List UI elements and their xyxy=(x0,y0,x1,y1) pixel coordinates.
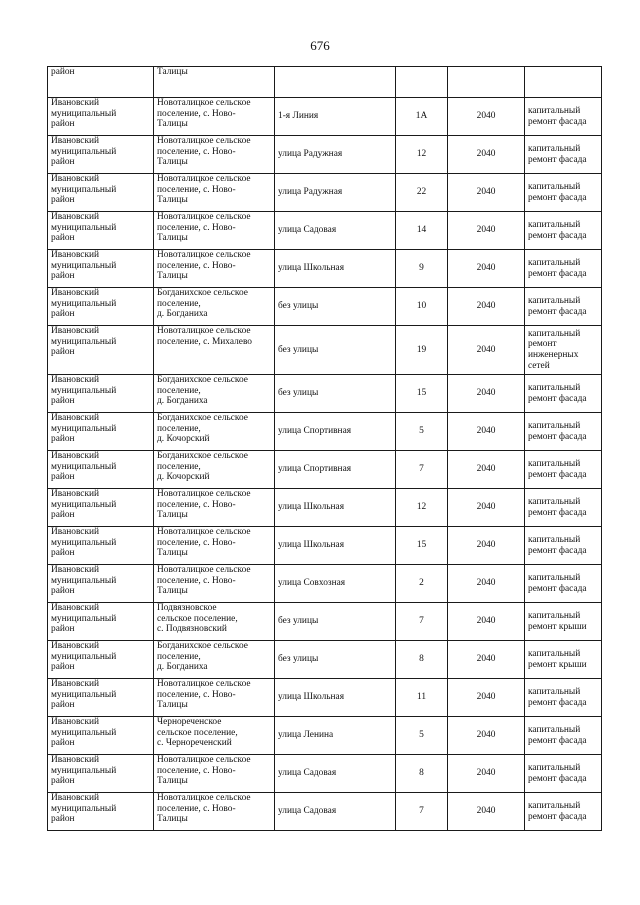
page-number: 676 xyxy=(310,38,330,53)
cell-settlement xyxy=(154,212,275,250)
cell-year xyxy=(448,793,525,831)
street-text: улица Садовая xyxy=(278,225,337,236)
cell-district xyxy=(48,98,154,136)
cell-work xyxy=(525,413,602,451)
cell-house xyxy=(396,326,448,375)
cell-year xyxy=(448,641,525,679)
house-text: 7 xyxy=(419,616,424,627)
settlement-text: Чернореченское сельское поселение, с. Чернореченский xyxy=(157,717,238,749)
cell-year xyxy=(448,326,525,375)
work-text: капитальный ремонт фасада xyxy=(528,257,587,279)
cell-work xyxy=(525,212,602,250)
cell-year xyxy=(448,250,525,288)
district-text: Ивановский муниципальный район xyxy=(51,641,117,673)
cell-district xyxy=(48,451,154,489)
year-text: 2040 xyxy=(476,301,496,312)
cell-street xyxy=(275,679,396,717)
year-text: 2040 xyxy=(476,263,496,274)
table-row-continuation xyxy=(48,67,602,98)
cell-work xyxy=(525,98,602,136)
table-row xyxy=(48,98,602,136)
work-text: капитальный ремонт фасада xyxy=(528,724,587,746)
cell-year xyxy=(448,603,525,641)
cell-settlement xyxy=(154,451,275,489)
cell-work xyxy=(525,679,602,717)
cell-house xyxy=(396,489,448,527)
cell-district xyxy=(48,755,154,793)
cell-house xyxy=(396,755,448,793)
cell-year xyxy=(448,451,525,489)
work-text: капитальный ремонт фасада xyxy=(528,686,587,708)
cell-work xyxy=(525,67,602,98)
house-text: 8 xyxy=(419,768,424,779)
cell-work xyxy=(525,793,602,831)
cell-work xyxy=(525,326,602,375)
cell-year xyxy=(448,565,525,603)
cell-work xyxy=(525,527,602,565)
cell-settlement xyxy=(154,793,275,831)
work-text: капитальный ремонт фасада xyxy=(528,762,587,784)
cell-street xyxy=(275,98,396,136)
table-row xyxy=(48,326,602,375)
district-text: Ивановский муниципальный район xyxy=(51,174,117,206)
cell-street xyxy=(275,136,396,174)
cell-settlement xyxy=(154,527,275,565)
district-text: Ивановский муниципальный район xyxy=(51,755,117,787)
work-text: капитальный ремонт крыши xyxy=(528,648,587,670)
house-text: 5 xyxy=(419,426,424,437)
cell-street xyxy=(275,67,396,98)
year-text: 2040 xyxy=(476,730,496,741)
cell-work xyxy=(525,755,602,793)
cell-year xyxy=(448,413,525,451)
cell-year xyxy=(448,67,525,98)
cell-street xyxy=(275,451,396,489)
street-text: 1-я Линия xyxy=(278,111,319,122)
cell-house xyxy=(396,67,448,98)
street-text: улица Радужная xyxy=(278,149,343,160)
table-row xyxy=(48,641,602,679)
cell-year xyxy=(448,98,525,136)
settlement-text: Новоталицкое сельское поселение, с. Ново- Талицы xyxy=(157,565,251,597)
cell-settlement xyxy=(154,288,275,326)
cell-year xyxy=(448,527,525,565)
settlement-text: Богданихское сельское поселение, д. Кочорский xyxy=(157,451,248,483)
street-text: улица Садовая xyxy=(278,768,337,779)
cell-house xyxy=(396,451,448,489)
cell-house xyxy=(396,136,448,174)
year-text: 2040 xyxy=(476,187,496,198)
district-text: Ивановский муниципальный район xyxy=(51,375,117,407)
street-text: улица Школьная xyxy=(278,540,345,551)
street-text: улица Спортивная xyxy=(278,464,352,475)
table-row xyxy=(48,679,602,717)
cell-district xyxy=(48,489,154,527)
cell-house xyxy=(396,288,448,326)
cell-district xyxy=(48,212,154,250)
cell-work xyxy=(525,565,602,603)
settlement-text: Талицы xyxy=(157,67,188,77)
settlement-text: Богданихское сельское поселение, д. Богданиха xyxy=(157,375,248,407)
cell-year xyxy=(448,288,525,326)
cell-district xyxy=(48,413,154,451)
cell-house xyxy=(396,641,448,679)
table-row xyxy=(48,793,602,831)
district-text: Ивановский муниципальный район xyxy=(51,679,117,711)
cell-house xyxy=(396,603,448,641)
year-text: 2040 xyxy=(476,540,496,551)
cell-work xyxy=(525,451,602,489)
cell-house xyxy=(396,793,448,831)
cell-house xyxy=(396,375,448,413)
district-text: Ивановский муниципальный район xyxy=(51,326,117,358)
cell-street xyxy=(275,174,396,212)
table-row xyxy=(48,288,602,326)
street-text: улица Школьная xyxy=(278,692,345,703)
house-text: 10 xyxy=(416,301,427,312)
cell-settlement xyxy=(154,641,275,679)
work-text: капитальный ремонт фасада xyxy=(528,420,587,442)
table-row xyxy=(48,375,602,413)
house-text: 15 xyxy=(416,540,427,551)
cell-house xyxy=(396,212,448,250)
house-text: 22 xyxy=(416,187,427,198)
cell-street xyxy=(275,326,396,375)
cell-street xyxy=(275,489,396,527)
cell-street xyxy=(275,641,396,679)
settlement-text: Богданихское сельское поселение, д. Богданиха xyxy=(157,641,248,673)
table-row xyxy=(48,174,602,212)
cell-settlement xyxy=(154,489,275,527)
cell-street xyxy=(275,603,396,641)
cell-year xyxy=(448,375,525,413)
cell-work xyxy=(525,375,602,413)
house-text: 7 xyxy=(419,464,424,475)
cell-district xyxy=(48,527,154,565)
house-text: 8 xyxy=(419,654,424,665)
cell-year xyxy=(448,717,525,755)
cell-settlement xyxy=(154,413,275,451)
cell-district xyxy=(48,641,154,679)
cell-street xyxy=(275,375,396,413)
cell-settlement xyxy=(154,717,275,755)
table-row xyxy=(48,603,602,641)
settlement-text: Новоталицкое сельское поселение, с. Ново- Талицы xyxy=(157,527,251,559)
cell-street xyxy=(275,717,396,755)
cell-year xyxy=(448,212,525,250)
settlement-text: Новоталицкое сельское поселение, с. Ново- Талицы xyxy=(157,250,251,282)
year-text: 2040 xyxy=(476,388,496,399)
cell-district xyxy=(48,250,154,288)
street-text: улица Школьная xyxy=(278,263,345,274)
district-text: Ивановский муниципальный район xyxy=(51,527,117,559)
table-row xyxy=(48,413,602,451)
cell-settlement xyxy=(154,67,275,98)
cell-street xyxy=(275,565,396,603)
house-text: 14 xyxy=(416,225,427,236)
district-text: Ивановский муниципальный район xyxy=(51,793,117,825)
house-text: 11 xyxy=(416,692,427,703)
cell-district xyxy=(48,136,154,174)
cell-settlement xyxy=(154,603,275,641)
cell-street xyxy=(275,413,396,451)
work-text: капитальный ремонт фасада xyxy=(528,295,587,317)
cell-district xyxy=(48,717,154,755)
housing-repair-table xyxy=(47,66,602,831)
cell-district xyxy=(48,288,154,326)
cell-district xyxy=(48,603,154,641)
year-text: 2040 xyxy=(476,464,496,475)
cell-work xyxy=(525,489,602,527)
settlement-text: Новоталицкое сельское поселение, с. Ново- Талицы xyxy=(157,98,251,130)
house-text: 12 xyxy=(416,502,427,513)
work-text: капитальный ремонт фасада xyxy=(528,800,587,822)
cell-settlement xyxy=(154,679,275,717)
cell-street xyxy=(275,212,396,250)
year-text: 2040 xyxy=(476,225,496,236)
table-row xyxy=(48,717,602,755)
street-text: улица Совхозная xyxy=(278,578,346,589)
year-text: 2040 xyxy=(476,111,496,122)
cell-year xyxy=(448,755,525,793)
district-text: Ивановский муниципальный район xyxy=(51,565,117,597)
street-text: без улицы xyxy=(278,344,319,355)
house-text: 2 xyxy=(419,578,424,589)
year-text: 2040 xyxy=(476,578,496,589)
settlement-text: Богданихское сельское поселение, д. Кочорский xyxy=(157,413,248,445)
street-text: улица Школьная xyxy=(278,502,345,513)
table-row xyxy=(48,755,602,793)
cell-street xyxy=(275,527,396,565)
work-text: капитальный ремонт фасада xyxy=(528,219,587,241)
cell-work xyxy=(525,603,602,641)
house-text: 1А xyxy=(415,111,428,122)
district-text: район xyxy=(51,67,75,77)
district-text: Ивановский муниципальный район xyxy=(51,489,117,521)
cell-house xyxy=(396,98,448,136)
cell-work xyxy=(525,641,602,679)
cell-work xyxy=(525,250,602,288)
settlement-text: Новоталицкое сельское поселение, с. Ново- Талицы xyxy=(157,489,251,521)
house-text: 19 xyxy=(416,344,427,355)
street-text: улица Спортивная xyxy=(278,426,352,437)
table-body xyxy=(48,67,602,831)
house-text: 5 xyxy=(419,730,424,741)
settlement-text: Новоталицкое сельское поселение, с. Ново- Талицы xyxy=(157,174,251,206)
cell-street xyxy=(275,288,396,326)
cell-settlement xyxy=(154,755,275,793)
settlement-text: Новоталицкое сельское поселение, с. Ново- Талицы xyxy=(157,679,251,711)
table-row xyxy=(48,250,602,288)
work-text: капитальный ремонт фасада xyxy=(528,572,587,594)
cell-district xyxy=(48,679,154,717)
district-text: Ивановский муниципальный район xyxy=(51,288,117,320)
street-text: без улицы xyxy=(278,301,319,312)
table-row xyxy=(48,527,602,565)
street-text: улица Садовая xyxy=(278,806,337,817)
cell-district xyxy=(48,565,154,603)
street-text: улица Ленина xyxy=(278,730,334,741)
cell-district xyxy=(48,793,154,831)
settlement-text: Новоталицкое сельское поселение, с. Ново- Талицы xyxy=(157,755,251,787)
year-text: 2040 xyxy=(476,768,496,779)
cell-district xyxy=(48,375,154,413)
cell-house xyxy=(396,250,448,288)
work-text: капитальный ремонт фасада xyxy=(528,143,587,165)
cell-year xyxy=(448,174,525,212)
work-text: капитальный ремонт фасада xyxy=(528,181,587,203)
street-text: улица Радужная xyxy=(278,187,343,198)
cell-year xyxy=(448,679,525,717)
cell-settlement xyxy=(154,250,275,288)
year-text: 2040 xyxy=(476,426,496,437)
year-text: 2040 xyxy=(476,806,496,817)
settlement-text: Новоталицкое сельское поселение, с. Ново- Талицы xyxy=(157,212,251,244)
cell-house xyxy=(396,413,448,451)
cell-street xyxy=(275,755,396,793)
cell-settlement xyxy=(154,98,275,136)
cell-street xyxy=(275,793,396,831)
street-text: без улицы xyxy=(278,388,319,399)
cell-work xyxy=(525,174,602,212)
work-text: капитальный ремонт фасада xyxy=(528,105,587,127)
year-text: 2040 xyxy=(476,692,496,703)
cell-district xyxy=(48,326,154,375)
district-text: Ивановский муниципальный район xyxy=(51,98,117,130)
house-text: 7 xyxy=(419,806,424,817)
table-row xyxy=(48,565,602,603)
settlement-text: Подвязновское сельское поселение, с. Подвязновский xyxy=(157,603,238,635)
year-text: 2040 xyxy=(476,654,496,665)
cell-house xyxy=(396,679,448,717)
work-text: капитальный ремонт крыши xyxy=(528,610,587,632)
district-text: Ивановский муниципальный район xyxy=(51,212,117,244)
settlement-text: Новоталицкое сельское поселение, с. Михалево xyxy=(157,326,252,347)
work-text: капитальный ремонт фасада xyxy=(528,382,587,404)
year-text: 2040 xyxy=(476,149,496,160)
year-text: 2040 xyxy=(476,502,496,513)
cell-settlement xyxy=(154,326,275,375)
cell-district xyxy=(48,67,154,98)
district-text: Ивановский муниципальный район xyxy=(51,413,117,445)
work-text: капитальный ремонт инженерных сетей xyxy=(528,328,581,371)
district-text: Ивановский муниципальный район xyxy=(51,717,117,749)
settlement-text: Новоталицкое сельское поселение, с. Ново- Талицы xyxy=(157,136,251,168)
cell-work xyxy=(525,717,602,755)
settlement-text: Богданихское сельское поселение, д. Богданиха xyxy=(157,288,248,320)
cell-house xyxy=(396,717,448,755)
cell-year xyxy=(448,489,525,527)
cell-work xyxy=(525,288,602,326)
street-text: без улицы xyxy=(278,654,319,665)
year-text: 2040 xyxy=(476,344,496,355)
cell-settlement xyxy=(154,375,275,413)
cell-settlement xyxy=(154,136,275,174)
work-text: капитальный ремонт фасада xyxy=(528,534,587,556)
cell-house xyxy=(396,174,448,212)
year-text: 2040 xyxy=(476,616,496,627)
cell-year xyxy=(448,136,525,174)
district-text: Ивановский муниципальный район xyxy=(51,603,117,635)
cell-settlement xyxy=(154,565,275,603)
table-row xyxy=(48,136,602,174)
work-text: капитальный ремонт фасада xyxy=(528,496,587,518)
street-text: без улицы xyxy=(278,616,319,627)
table-row xyxy=(48,451,602,489)
house-text: 15 xyxy=(416,388,427,399)
cell-settlement xyxy=(154,174,275,212)
district-text: Ивановский муниципальный район xyxy=(51,136,117,168)
house-text: 9 xyxy=(419,263,424,274)
settlement-text: Новоталицкое сельское поселение, с. Ново- Талицы xyxy=(157,793,251,825)
cell-house xyxy=(396,565,448,603)
cell-district xyxy=(48,174,154,212)
table-row xyxy=(48,489,602,527)
district-text: Ивановский муниципальный район xyxy=(51,250,117,282)
cell-street xyxy=(275,250,396,288)
cell-work xyxy=(525,136,602,174)
work-text: капитальный ремонт фасада xyxy=(528,458,587,480)
table-row xyxy=(48,212,602,250)
house-text: 12 xyxy=(416,149,427,160)
district-text: Ивановский муниципальный район xyxy=(51,451,117,483)
cell-house xyxy=(396,527,448,565)
